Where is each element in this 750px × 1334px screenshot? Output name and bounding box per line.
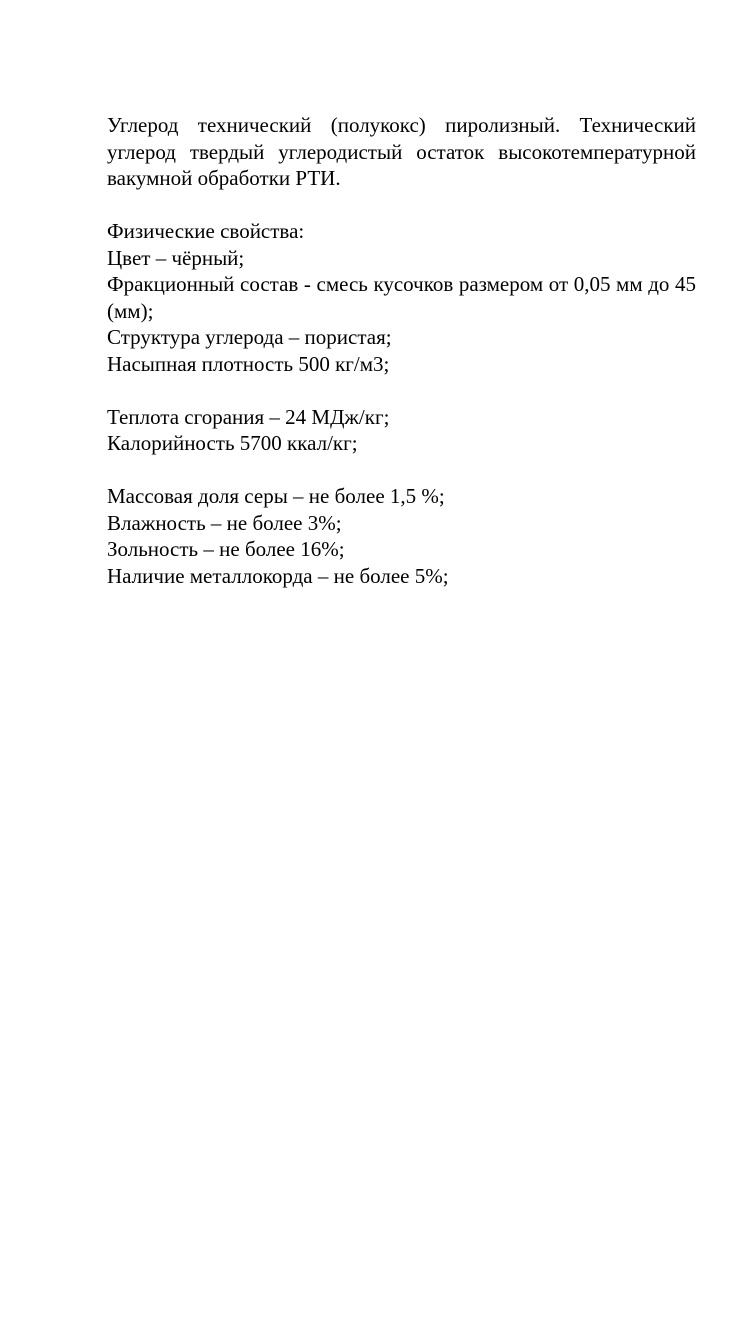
metal-cord-property: Наличие металлокорда – не более 5%; — [107, 563, 449, 588]
paragraph-gap — [107, 377, 696, 404]
sulfur-content-property: Массовая доля серы – не более 1,5 %; — [107, 484, 445, 508]
ash-content-property: Зольность – не более 16%; — [107, 537, 345, 561]
paragraph-gap — [107, 457, 696, 484]
heat-of-combustion-property: Теплота сгорания – 24 МДж/кг; — [107, 404, 390, 429]
color-property: Цвет – чёрный; — [107, 245, 245, 270]
paragraph-gap — [107, 192, 696, 219]
physical-properties-heading: Физические свойства: — [107, 219, 305, 243]
structure-property: Структура углерода – пористая; — [107, 325, 392, 349]
calorific-value-property: Калорийность 5700 ккал/кг; — [107, 431, 358, 455]
moisture-property: Влажность – не более 3%; — [107, 510, 342, 535]
document-body — [107, 112, 696, 589]
density-property: Насыпная плотность 500 кг/м3; — [107, 351, 390, 376]
intro-paragraph: Углерод технический (полукокс) пиролизный. Технический углерод твердый углеродистый остаток высокотемпературной вакумной обработки РТИ. — [107, 113, 696, 190]
fraction-property: Фракционный состав - смесь кусочков размером от 0,05 мм до 45 (мм); — [107, 272, 696, 323]
